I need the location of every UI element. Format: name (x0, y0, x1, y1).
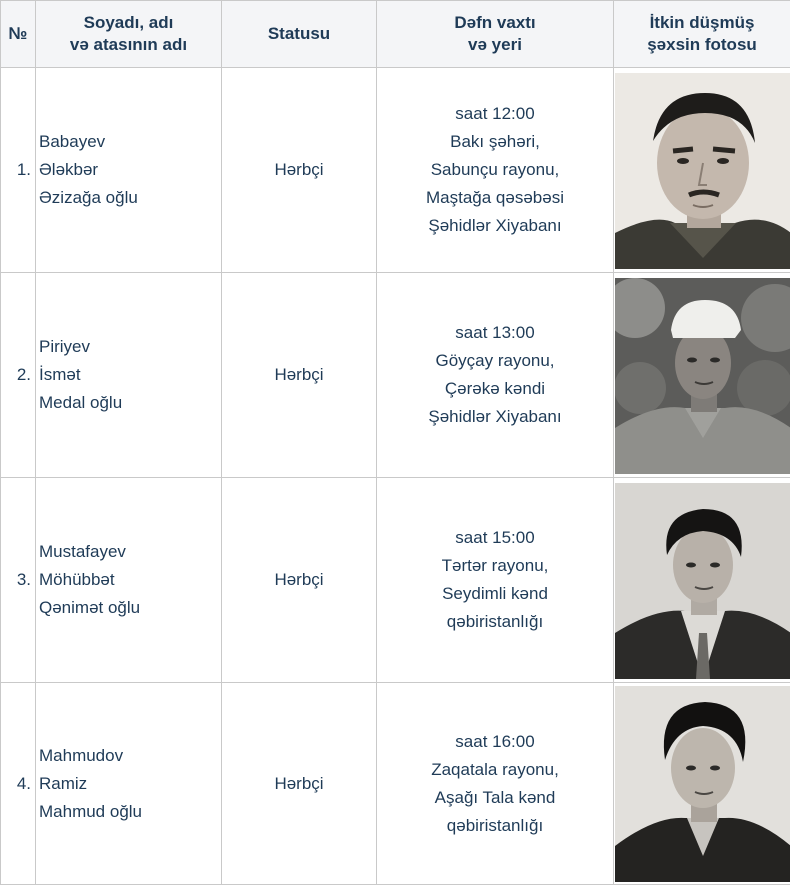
table-row (1, 273, 790, 478)
portrait-photo (615, 278, 790, 474)
person-status: Hərbçi (222, 68, 377, 273)
row-number: 4. (1, 683, 36, 885)
person-status: Hərbçi (222, 478, 377, 683)
person-name: Piriyev İsmət Medal oğlu (36, 273, 222, 478)
portrait-photo (615, 73, 790, 269)
table-row (1, 683, 790, 885)
portrait-photo (615, 483, 790, 679)
row-number: 1. (1, 68, 36, 273)
person-name: Mahmudov Ramiz Mahmud oğlu (36, 683, 222, 885)
person-name: Mustafayev Möhübbət Qənimət oğlu (36, 478, 222, 683)
burial-info: saat 15:00 Tərtər rayonu, Seydimli kənd qəbiristanlığı (377, 478, 614, 683)
header-photo: İtkin düşmüş şəxsin fotosu (614, 1, 790, 68)
row-number: 3. (1, 478, 36, 683)
header-status: Statusu (222, 1, 377, 68)
header-burial: Dəfn vaxtı və yeri (377, 1, 614, 68)
person-status: Hərbçi (222, 683, 377, 885)
photo-cell (614, 68, 790, 273)
header-name: Soyadı, adı və atasının adı (36, 1, 222, 68)
burial-info: saat 13:00 Göyçay rayonu, Çərəkə kəndi Şəhidlər Xiyabanı (377, 273, 614, 478)
row-number: 2. (1, 273, 36, 478)
person-status: Hərbçi (222, 273, 377, 478)
photo-cell (614, 683, 790, 885)
table-header-row (1, 1, 790, 68)
photo-cell (614, 273, 790, 478)
burial-info: saat 12:00 Bakı şəhəri, Sabunçu rayonu, Maştağa qəsəbəsi Şəhidlər Xiyabanı (377, 68, 614, 273)
portrait-photo (615, 686, 790, 882)
table-row (1, 478, 790, 683)
table-row (1, 68, 790, 273)
burial-info: saat 16:00 Zaqatala rayonu, Aşağı Tala kənd qəbiristanlığı (377, 683, 614, 885)
photo-cell (614, 478, 790, 683)
person-name: Babayev Ələkbər Əzizağa oğlu (36, 68, 222, 273)
header-number: № (1, 1, 36, 68)
